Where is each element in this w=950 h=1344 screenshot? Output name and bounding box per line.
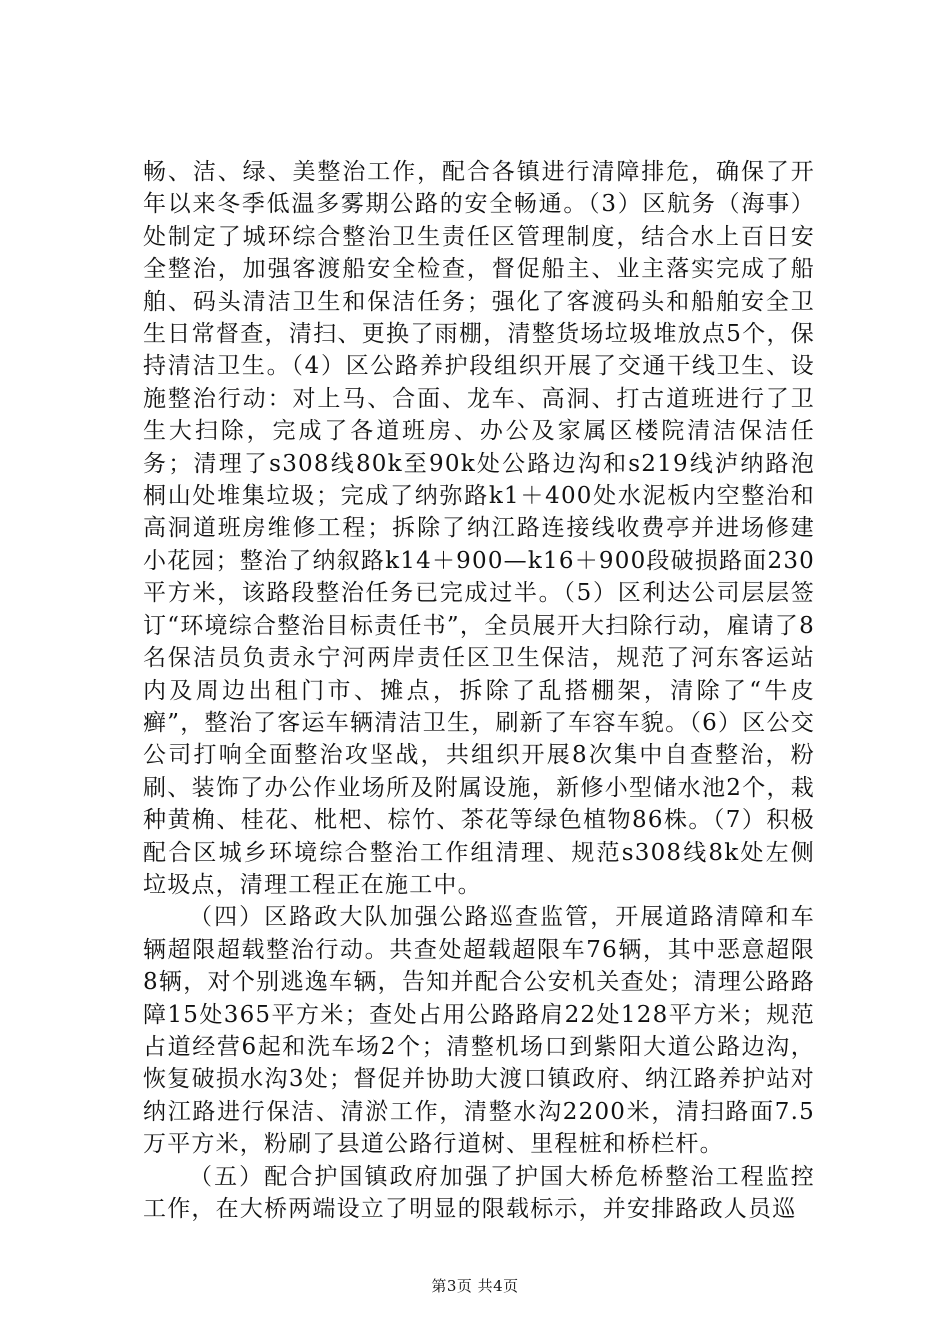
document-body (143, 156, 815, 1225)
paragraph-continuation: 畅、洁、绿、美整治工作，配合各镇进行清障排危，确保了开年以来冬季低温多雾期公路的安全畅通。（3）区航务（海事）处制定了城环综合整治卫生责任区管理制度，结合水上百日安全整治，加强客渡船安全检查，督促船主、业主落实完成了船舶、码头清洁卫生和保洁任务；强化了客渡码头和船舶安全卫生日常督查，清扫、更换了雨棚，清整货场垃圾堆放点5个，保持清洁卫生。（4）区公路养护段组织开展了交通干线卫生、设施整治行动：对上马、合面、龙车、高洞、打古道班进行了卫生大扫除，完成了各道班房、办公及家属区楼院清洁保洁任务；清理了s308线80k至90k处公路边沟和s219线泸纳路泡桐山处堆集垃圾；完成了纳弥路k1＋400处水泥板内空整治和高洞道班房维修工程；拆除了纳江路连接线收费亭并进场修建小花园；整治了纳叙路k14＋900—k16＋900段破损路面230平方米，该路段整治任务已完成过半。（5）区利达公司层层签订“环境综合整治目标责任书”，全员展开大扫除行动，雇请了8名保洁员负责永宁河两岸责任区卫生保洁，规范了河东客运站内及周边出租门市、摊点，拆除了乱搭棚架，清除了“牛皮癣”，整治了客运车辆清洁卫生，刷新了车容车貌。（6）区公交公司打响全面整治攻坚战，共组织开展8次集中自查整治，粉刷、装饰了办公作业场所及附属设施，新修小型储水池2个，栽种黄桷、桂花、枇杷、棕竹、茶花等绿色植物86株。（7）积极配合区城乡环境综合整治工作组清理、规范s308线8k处左侧垃圾点，清理工程正在施工中。 (143, 159, 815, 898)
paragraph-road-administration: （四）区路政大队加强公路巡查监管，开展道路清障和车辆超限超载整治行动。共查处超载超限车76辆，其中恶意超限8辆，对个别逃逸车辆，告知并配合公安机关查处；清理公路路障15处365平方米；查处占用公路路肩22处128平方米；规范占道经营6起和洗车场2个；清整机场口到紫阳大道公路边沟，恢复破损水沟3处；督促并协助大渡口镇政府、纳江路养护站对纳江路进行保洁、清淤工作，清整水沟2200米，清扫路面7.5万平方米，粉刷了县道公路行道树、里程桩和桥栏杆。 (143, 904, 815, 1158)
page-number-footer: 第3页 共4页 (431, 1277, 519, 1295)
paragraph-huguo-bridge: （五）配合护国镇政府加强了护国大桥危桥整治工程监控工作，在大桥两端设立了明显的限载标示，并安排路政人员巡 (143, 1163, 815, 1222)
